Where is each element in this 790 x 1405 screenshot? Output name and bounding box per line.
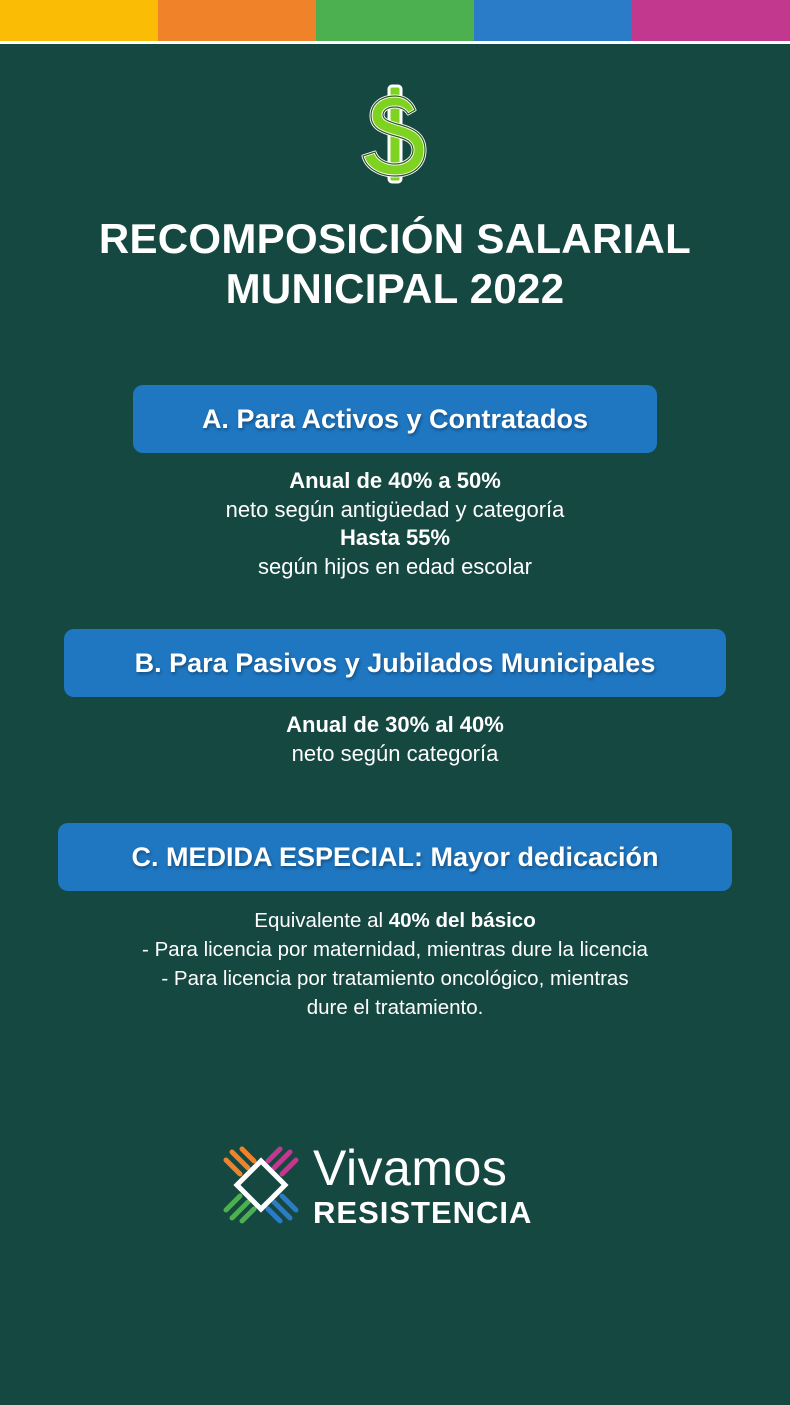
section-c-line-1-bold: 40% del básico — [388, 909, 536, 932]
section-a-line-3: Hasta 55% — [339, 525, 451, 550]
stripe-orange — [158, 0, 316, 41]
section-c-line-1-plain: Equivalente al — [254, 909, 389, 932]
section-c-line-2: - Para licencia por maternidad, mientras dure la licencia — [142, 938, 648, 961]
section-a-heading — [133, 385, 657, 453]
section-a-heading-text: A. Para Activos y Contratados — [201, 403, 589, 434]
vivamos-wordmark — [313, 1140, 593, 1230]
vivamos-diamond-logo — [222, 1146, 300, 1224]
stripe-yellow — [0, 0, 158, 41]
section-c-heading-text: C. MEDIDA ESPECIAL: Mayor dedicación — [131, 841, 659, 872]
section-a-line-2: neto según antigüedad y categoría — [225, 496, 565, 522]
section-c-body — [0, 906, 790, 1022]
section-b-heading-text: B. Para Pasivos y Jubilados Municipales — [134, 647, 656, 678]
dollar-sign-icon — [355, 82, 435, 186]
section-c-heading — [58, 823, 732, 891]
section-a-body — [0, 467, 790, 581]
section-c-line-4: dure el tratamiento. — [306, 996, 484, 1019]
section-c-line-1 — [0, 906, 790, 935]
section-b-heading — [64, 629, 726, 697]
wordmark-line-2: RESISTENCIA — [313, 1195, 533, 1230]
color-stripe-bar — [0, 0, 790, 41]
section-c-line-3: - Para licencia por tratamiento oncológico, mientras — [161, 967, 629, 990]
page-title-line-1: RECOMPOSICIÓN SALARIAL — [98, 215, 692, 262]
section-a-line-1: Anual de 40% a 50% — [289, 468, 501, 493]
section-b-body — [0, 711, 790, 768]
stripe-blue — [474, 0, 632, 41]
stripe-green — [316, 0, 474, 41]
stripe-divider — [0, 41, 790, 44]
page-title — [0, 214, 790, 314]
page-title-line-2: MUNICIPAL 2022 — [225, 265, 565, 312]
section-b-line-2: neto según categoría — [291, 740, 499, 766]
wordmark-line-1: Vivamos — [313, 1140, 508, 1196]
section-a-line-4: según hijos en edad escolar — [258, 553, 532, 579]
section-b-line-1: Anual de 30% al 40% — [286, 712, 504, 737]
stripe-magenta — [632, 0, 790, 41]
